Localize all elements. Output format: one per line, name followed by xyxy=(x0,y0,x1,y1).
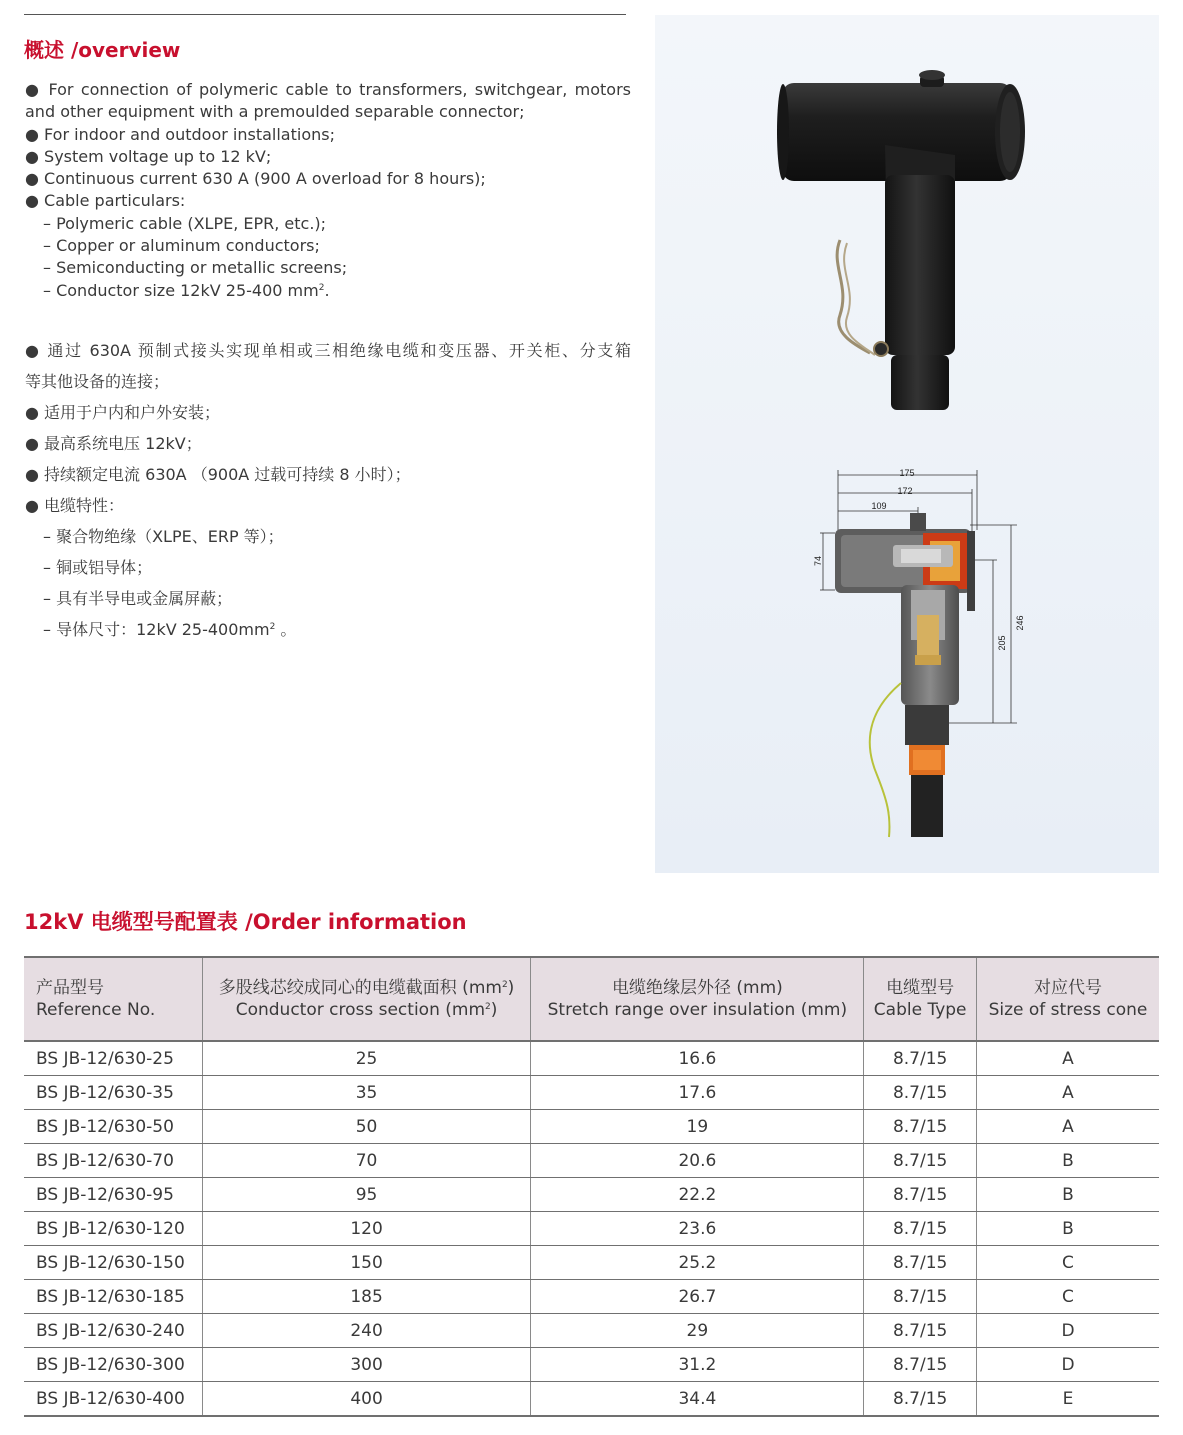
table-row xyxy=(24,1382,1159,1417)
overview-line: – 具有半导电或金属屏蔽； xyxy=(43,589,233,608)
table-row xyxy=(24,1280,1159,1314)
overview-line: and other equipment with a premoulded separable connector; xyxy=(25,102,525,122)
cell-insulation-diameter: 19 xyxy=(531,1110,864,1144)
dim-172: 172 xyxy=(897,486,913,496)
cell-cable-type: 8.7/15 xyxy=(864,1314,977,1348)
overview-line: ● 通过 630A 预制式接头实现单相或三相绝缘电缆和变压器、开关柜、分支箱 xyxy=(25,341,631,360)
overview-line: – 铜或铝导体； xyxy=(43,558,153,577)
cell-conductor-section: 50 xyxy=(202,1110,531,1144)
cell-cable-type: 8.7/15 xyxy=(864,1348,977,1382)
header-conductor-section: 多股线芯绞成同心的电缆截面积 $(mm^2)$ Conductor cross section $(mm^2)$ xyxy=(202,957,531,1041)
table-row xyxy=(24,1110,1159,1144)
cell-cable-type: 8.7/15 xyxy=(864,1212,977,1246)
header-stress-cone: 对应代号 Size of stress cone xyxy=(976,957,1159,1041)
table-row xyxy=(24,1076,1159,1110)
cell-stress-cone: B xyxy=(976,1178,1159,1212)
overview-line: – Conductor size 12kV 25-400 $mm^2$. xyxy=(43,280,330,300)
cell-reference: BS JB-12/630-150 xyxy=(24,1246,202,1280)
overview-title: 概述 /overview xyxy=(24,38,181,62)
cell-insulation-diameter: 23.6 xyxy=(531,1212,864,1246)
cell-cable-type: 8.7/15 xyxy=(864,1144,977,1178)
table-header-row xyxy=(24,957,1159,1041)
cell-insulation-diameter: 29 xyxy=(531,1314,864,1348)
cell-reference: BS JB-12/630-70 xyxy=(24,1144,202,1178)
cell-insulation-diameter: 25.2 xyxy=(531,1246,864,1280)
dim-205: 205 xyxy=(997,635,1007,651)
cell-conductor-section: 35 xyxy=(202,1076,531,1110)
overview-line: – Polymeric cable (XLPE, EPR, etc.); xyxy=(43,213,327,233)
overview-english-text xyxy=(25,79,631,302)
cell-stress-cone: D xyxy=(976,1348,1159,1382)
cell-conductor-section: 25 xyxy=(202,1041,531,1076)
overview-line: – 导体尺寸：12kV $25-400mm^2$ 。 xyxy=(43,620,297,639)
cell-stress-cone: A xyxy=(976,1076,1159,1110)
cell-stress-cone: D xyxy=(976,1314,1159,1348)
connector-drawing xyxy=(813,468,1025,837)
overview-line: ● For connection of polymeric cable to transformers, switchgear, motors xyxy=(25,80,631,99)
cell-cable-type: 8.7/15 xyxy=(864,1246,977,1280)
cell-insulation-diameter: 34.4 xyxy=(531,1382,864,1417)
overview-line: – Semiconducting or metallic screens; xyxy=(43,258,348,278)
cell-cable-type: 8.7/15 xyxy=(864,1280,977,1314)
order-title: 12kV 电缆型号配置表 /Order information xyxy=(24,910,467,934)
cell-conductor-section: 400 xyxy=(202,1382,531,1417)
cell-stress-cone: B xyxy=(976,1144,1159,1178)
dim-175: 175 xyxy=(899,468,915,478)
table-row xyxy=(24,1178,1159,1212)
overview-line: ● System voltage up to 12 kV; xyxy=(25,146,272,166)
cell-conductor-section: 240 xyxy=(202,1314,531,1348)
cell-insulation-diameter: 20.6 xyxy=(531,1144,864,1178)
cell-stress-cone: E xyxy=(976,1382,1159,1417)
cell-conductor-section: 70 xyxy=(202,1144,531,1178)
table-row xyxy=(24,1246,1159,1280)
cell-stress-cone: C xyxy=(976,1280,1159,1314)
table-row xyxy=(24,1212,1159,1246)
header-reference: 产品型号 Reference No. xyxy=(24,957,202,1041)
cell-reference: BS JB-12/630-35 xyxy=(24,1076,202,1110)
cell-conductor-section: 95 xyxy=(202,1178,531,1212)
table-row xyxy=(24,1348,1159,1382)
overview-line: – Copper or aluminum conductors; xyxy=(43,236,320,256)
cell-reference: BS JB-12/630-50 xyxy=(24,1110,202,1144)
cell-reference: BS JB-12/630-25 xyxy=(24,1041,202,1076)
cell-insulation-diameter: 26.7 xyxy=(531,1280,864,1314)
overview-line: ● 电缆特性： xyxy=(25,496,125,515)
overview-line: ● Continuous current 630 A (900 A overload for 8 hours); xyxy=(25,169,486,189)
dim-246: 246 xyxy=(1015,615,1025,631)
product-figure xyxy=(655,15,1159,873)
order-information-table xyxy=(24,956,1159,1417)
cell-conductor-section: 300 xyxy=(202,1348,531,1382)
cell-reference: BS JB-12/630-185 xyxy=(24,1280,202,1314)
cell-cable-type: 8.7/15 xyxy=(864,1110,977,1144)
cell-cable-type: 8.7/15 xyxy=(864,1076,977,1110)
header-cable-type: 电缆型号 Cable Type xyxy=(864,957,977,1041)
cell-insulation-diameter: 17.6 xyxy=(531,1076,864,1110)
connector-photo xyxy=(777,70,1025,410)
table-row xyxy=(24,1041,1159,1076)
overview-line: ● Cable particulars: xyxy=(25,191,186,211)
cell-reference: BS JB-12/630-400 xyxy=(24,1382,202,1417)
product-figure-panel xyxy=(655,15,1159,873)
overview-line: ● For indoor and outdoor installations; xyxy=(25,124,335,144)
cell-conductor-section: 185 xyxy=(202,1280,531,1314)
cell-cable-type: 8.7/15 xyxy=(864,1041,977,1076)
cell-insulation-diameter: 16.6 xyxy=(531,1041,864,1076)
cell-reference: BS JB-12/630-240 xyxy=(24,1314,202,1348)
header-insulation-diameter: 电缆绝缘层外径 (mm) Stretch range over insulation (mm) xyxy=(531,957,864,1041)
cell-insulation-diameter: 22.2 xyxy=(531,1178,864,1212)
cell-stress-cone: A xyxy=(976,1110,1159,1144)
dim-74: 74 xyxy=(813,555,823,567)
cell-reference: BS JB-12/630-300 xyxy=(24,1348,202,1382)
overview-chinese-text xyxy=(25,335,631,645)
cell-stress-cone: B xyxy=(976,1212,1159,1246)
overview-line: 等其他设备的连接； xyxy=(25,372,170,391)
table-row xyxy=(24,1314,1159,1348)
cell-reference: BS JB-12/630-95 xyxy=(24,1178,202,1212)
overview-line: ● 适用于户内和户外安装； xyxy=(25,403,221,422)
cell-stress-cone: A xyxy=(976,1041,1159,1076)
overview-line: – 聚合物绝缘（XLPE、ERP 等）； xyxy=(43,527,284,546)
cell-conductor-section: 120 xyxy=(202,1212,531,1246)
dim-109: 109 xyxy=(871,501,887,511)
overview-line: ● 最高系统电压 12kV； xyxy=(25,434,202,453)
cell-insulation-diameter: 31.2 xyxy=(531,1348,864,1382)
overview-line: ● 持续额定电流 630A （900A 过载可持续 8 小时）； xyxy=(25,465,411,484)
table-row xyxy=(24,1144,1159,1178)
cell-conductor-section: 150 xyxy=(202,1246,531,1280)
top-rule xyxy=(24,14,626,15)
cell-cable-type: 8.7/15 xyxy=(864,1382,977,1417)
cell-reference: BS JB-12/630-120 xyxy=(24,1212,202,1246)
cell-stress-cone: C xyxy=(976,1246,1159,1280)
cell-cable-type: 8.7/15 xyxy=(864,1178,977,1212)
